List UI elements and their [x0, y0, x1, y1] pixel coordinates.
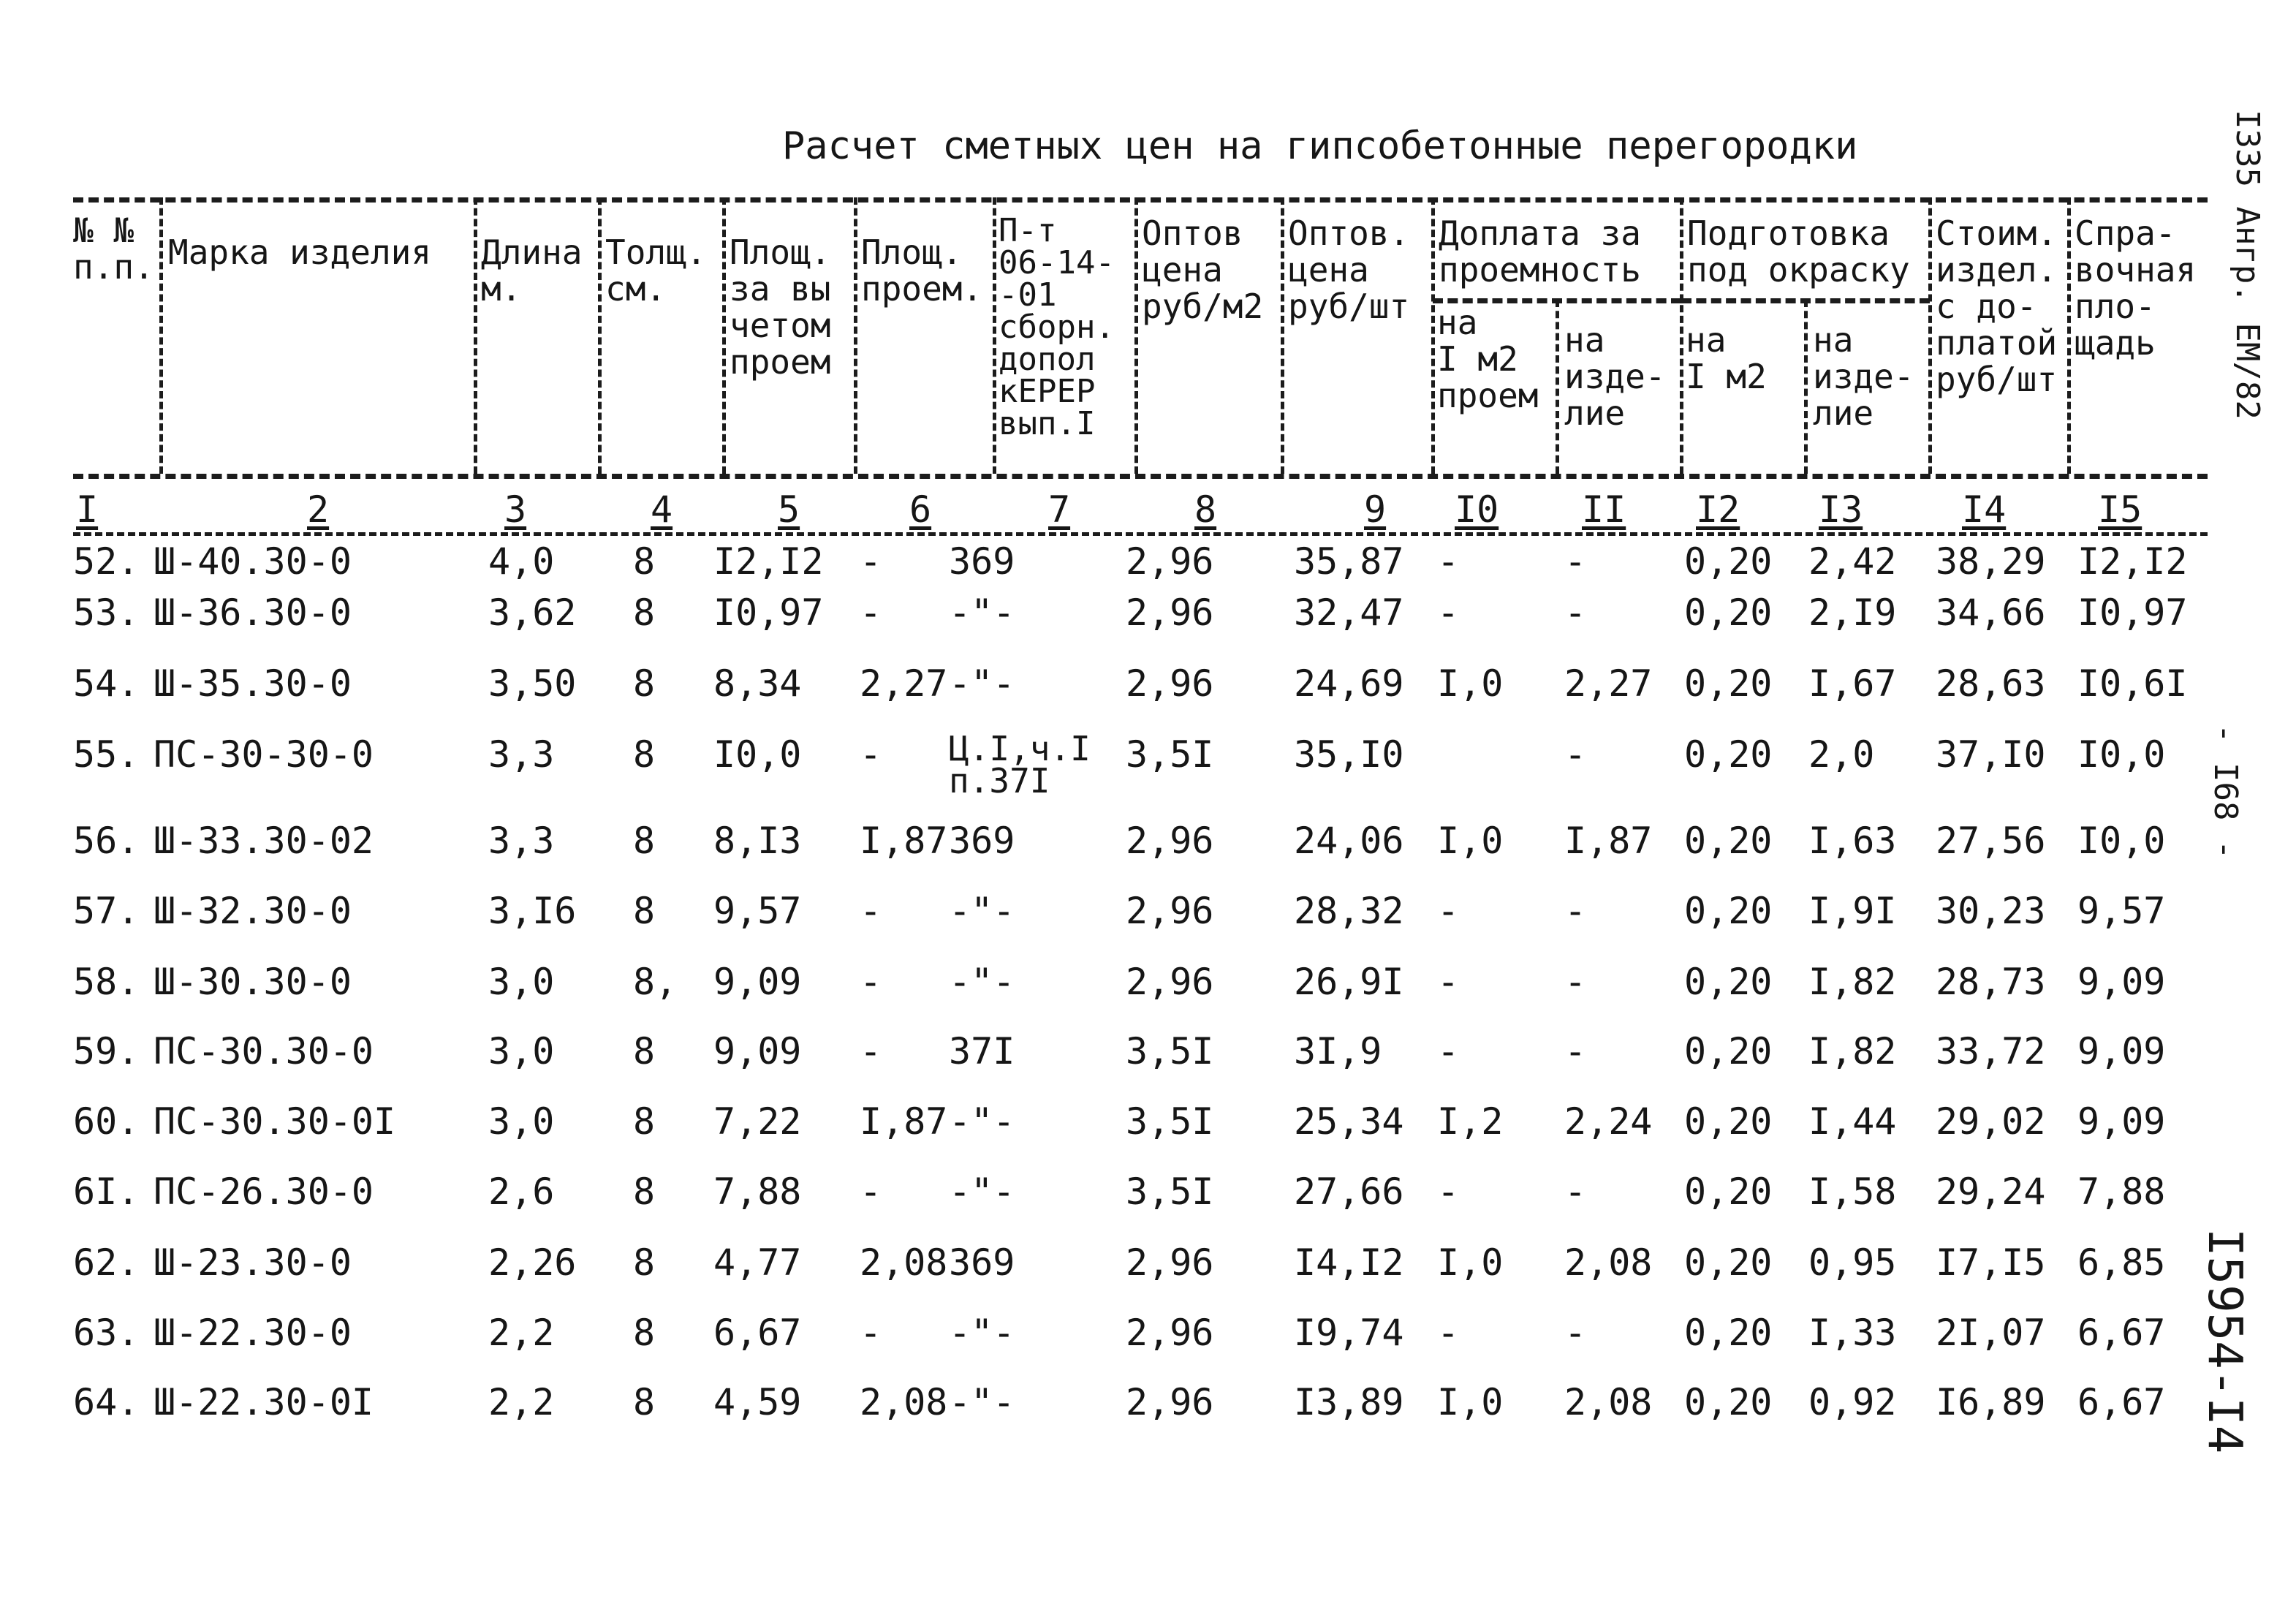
table-cell: I2,I2	[2077, 540, 2188, 583]
table-cell: Ш-32.30-0	[154, 890, 352, 932]
table-cell: 0,20	[1684, 733, 1773, 776]
table-cell: I,63	[1808, 820, 1897, 862]
table-cell: 3,5I	[1126, 1030, 1214, 1072]
table-cell: -"-	[949, 890, 1015, 932]
table-cell: 8	[633, 733, 656, 776]
table-cell: 8,	[633, 961, 678, 1003]
table-cell: 2,96	[1126, 1241, 1214, 1284]
column-number: II	[1582, 488, 1626, 531]
table-cell: 28,73	[1936, 961, 2046, 1003]
table-cell: 2,96	[1126, 1312, 1214, 1354]
table-cell: 0,20	[1684, 540, 1773, 583]
page-number: - I68 -	[2207, 724, 2244, 860]
table-cell: 0,20	[1684, 1312, 1773, 1354]
header-doplata-unit: на изде- лие	[1564, 320, 1666, 433]
table-cell: 8	[633, 1241, 656, 1284]
table-cell: 2,26	[488, 1241, 577, 1284]
table-cell: Ш-30.30-0	[154, 961, 352, 1003]
header-number: № № п.п.	[73, 211, 154, 287]
table-cell: 2,27	[860, 662, 948, 705]
table-cell: 9,09	[2077, 1030, 2166, 1072]
table-cell: 2,27	[1564, 662, 1653, 705]
table-cell: 30,23	[1936, 890, 2046, 932]
table-cell: 2,96	[1126, 1381, 1214, 1423]
table-cell: 9,09	[713, 961, 802, 1003]
table-cell: -"-	[949, 662, 1015, 705]
table-cell: 2,0	[1808, 733, 1875, 776]
table-cell: 4,0	[488, 540, 555, 583]
table-row	[0, 819, 2296, 870]
table-row	[0, 591, 2296, 642]
table-cell: ПС-30-30-0	[154, 733, 374, 776]
table-cell: Ш-33.30-02	[154, 820, 374, 862]
table-cell: 59.	[73, 1030, 140, 1072]
table-cell: 369	[949, 540, 1015, 583]
table-cell: 29,02	[1936, 1100, 2046, 1143]
table-cell: 9,57	[713, 890, 802, 932]
col-divider	[1804, 300, 1808, 474]
table-cell: 24,69	[1294, 662, 1404, 705]
header-thickness: Толщ. см.	[605, 232, 707, 309]
table-cell: 3,5I	[1126, 1100, 1214, 1143]
column-numbers-rule	[73, 532, 2208, 536]
col-divider	[1134, 197, 1138, 474]
col-divider	[2067, 197, 2071, 474]
table-row	[0, 1241, 2296, 1292]
table-cell: -	[860, 890, 882, 932]
table-cell: 3,3	[488, 733, 555, 776]
table-cell: -	[860, 1312, 882, 1354]
table-cell: 0,20	[1684, 1100, 1773, 1143]
table-row	[0, 1100, 2296, 1151]
table-cell: 3,0	[488, 1030, 555, 1072]
table-cell: 8	[633, 662, 656, 705]
table-cell: 2,08	[1564, 1381, 1653, 1423]
table-cell: 29,24	[1936, 1170, 2046, 1213]
table-cell: I6,89	[1936, 1381, 2046, 1423]
table-cell: ПС-26.30-0	[154, 1170, 374, 1213]
table-cell: 8	[633, 820, 656, 862]
table-row	[0, 1311, 2296, 1362]
table-cell: -"-	[949, 961, 1015, 1003]
table-cell: 57.	[73, 890, 140, 932]
table-cell: I,82	[1808, 961, 1897, 1003]
table-cell: 2I,07	[1936, 1312, 2046, 1354]
table-cell: Ц.I,ч.I п.37I	[949, 729, 1091, 801]
table-cell: Ш-40.30-0	[154, 540, 352, 583]
table-cell: 3,I6	[488, 890, 577, 932]
col-divider	[1281, 197, 1284, 474]
column-number: 7	[1048, 488, 1071, 531]
table-cell: 56.	[73, 820, 140, 862]
table-cell: I,87	[860, 1100, 948, 1143]
table-cell: -"-	[949, 1312, 1015, 1354]
table-cell: -	[1437, 591, 1460, 634]
table-cell: 2,96	[1126, 662, 1214, 705]
table-cell: 64.	[73, 1381, 140, 1423]
header-top-rule	[73, 197, 2208, 203]
table-cell: -	[860, 1170, 882, 1213]
table-row	[0, 960, 2296, 1011]
table-cell: I,2	[1437, 1100, 1504, 1143]
table-cell: 37,I0	[1936, 733, 2046, 776]
table-cell: 8	[633, 1312, 656, 1354]
table-cell: I,67	[1808, 662, 1897, 705]
table-cell: 2,24	[1564, 1100, 1653, 1143]
table-cell: -	[1437, 1312, 1460, 1354]
table-cell: -"-	[949, 591, 1015, 634]
table-cell: 62.	[73, 1241, 140, 1284]
table-cell: 9,09	[2077, 1100, 2166, 1143]
table-cell: 54.	[73, 662, 140, 705]
table-cell: I,0	[1437, 820, 1504, 862]
table-row	[0, 889, 2296, 940]
table-cell: 8,I3	[713, 820, 802, 862]
table-cell: 3I,9	[1294, 1030, 1382, 1072]
table-cell: 0,92	[1808, 1381, 1897, 1423]
table-cell: 52.	[73, 540, 140, 583]
table-cell: -"-	[949, 1170, 1015, 1213]
header-wholesale-m2: Оптов цена руб/м2	[1142, 213, 1264, 326]
table-cell: -	[1437, 961, 1460, 1003]
table-cell: 3,62	[488, 591, 577, 634]
table-cell: 2,I9	[1808, 591, 1897, 634]
table-cell: -	[860, 733, 882, 776]
table-cell: 34,66	[1936, 591, 2046, 634]
table-cell: 2,08	[860, 1241, 948, 1284]
header-painting-m2: на I м2	[1686, 320, 1767, 396]
column-number: I4	[1962, 488, 2007, 531]
table-cell: 60.	[73, 1100, 140, 1143]
table-cell: 0,20	[1684, 662, 1773, 705]
table-cell: I,0	[1437, 1241, 1504, 1284]
table-cell: -	[860, 1030, 882, 1072]
column-number: 8	[1194, 488, 1217, 531]
table-cell: 6,67	[2077, 1381, 2166, 1423]
header-doplata: Доплата за проемность	[1439, 213, 1641, 290]
table-cell: 8	[633, 1381, 656, 1423]
table-cell: -	[860, 540, 882, 583]
table-cell: 35,I0	[1294, 733, 1404, 776]
table-cell: 8,34	[713, 662, 802, 705]
table-cell: ПС-30.30-0	[154, 1030, 374, 1072]
table-cell: -	[1564, 961, 1587, 1003]
col-divider	[1928, 197, 1932, 474]
table-cell: 369	[949, 820, 1015, 862]
col-divider	[1556, 300, 1559, 474]
table-cell: I,33	[1808, 1312, 1897, 1354]
table-cell: I7,I5	[1936, 1241, 2046, 1284]
table-cell: 2,2	[488, 1381, 555, 1423]
column-number: 6	[909, 488, 932, 531]
table-cell: I0,97	[713, 591, 824, 634]
table-cell: 8	[633, 890, 656, 932]
table-cell: -	[1437, 540, 1460, 583]
table-cell: 38,29	[1936, 540, 2046, 583]
table-cell: 58.	[73, 961, 140, 1003]
table-cell: ПС-30.30-0I	[154, 1100, 396, 1143]
column-number: I0	[1455, 488, 1499, 531]
table-cell: I9,74	[1294, 1312, 1404, 1354]
table-cell: 0,20	[1684, 1241, 1773, 1284]
table-cell: 8	[633, 1100, 656, 1143]
table-cell: 9,57	[2077, 890, 2166, 932]
table-cell: Ш-22.30-0I	[154, 1381, 374, 1423]
table-cell: I,87	[1564, 820, 1653, 862]
table-cell: 0,20	[1684, 1170, 1773, 1213]
table-cell: 6,67	[2077, 1312, 2166, 1354]
table-cell: 2,2	[488, 1312, 555, 1354]
table-cell: 32,47	[1294, 591, 1404, 634]
table-cell: 8	[633, 540, 656, 583]
col-divider	[1431, 197, 1435, 474]
table-cell: Ш-35.30-0	[154, 662, 352, 705]
column-number: I	[76, 488, 99, 531]
table-row	[0, 540, 2296, 591]
table-cell: 8	[633, 1170, 656, 1213]
column-number: I5	[2098, 488, 2142, 531]
table-cell: I0,0	[2077, 733, 2166, 776]
table-cell: -"-	[949, 1100, 1015, 1143]
table-row	[0, 1170, 2296, 1221]
table-cell: 6I.	[73, 1170, 140, 1213]
table-cell: -	[1564, 1170, 1587, 1213]
header-total-cost: Стоим. издел. с до- платой руб/шт	[1936, 213, 2058, 399]
margin-note-reference: I335 Ангр. ЕМ/82	[2229, 110, 2266, 420]
table-cell: 0,20	[1684, 890, 1773, 932]
table-cell: 8	[633, 1030, 656, 1072]
table-cell: 35,87	[1294, 540, 1404, 583]
table-cell: 3,0	[488, 1100, 555, 1143]
table-cell: 0,20	[1684, 1030, 1773, 1072]
table-cell: 3,50	[488, 662, 577, 705]
table-cell: 4,59	[713, 1381, 802, 1423]
table-cell: 2,08	[860, 1381, 948, 1423]
table-cell: 53.	[73, 591, 140, 634]
document-number: I5954-I4	[2197, 1228, 2251, 1454]
col-divider	[993, 197, 996, 474]
table-cell: 369	[949, 1241, 1015, 1284]
table-cell: 4,77	[713, 1241, 802, 1284]
table-cell: 8	[633, 591, 656, 634]
table-cell: I0,6I	[2077, 662, 2188, 705]
table-cell: -	[1564, 540, 1587, 583]
table-cell: 6,85	[2077, 1241, 2166, 1284]
column-number: 2	[307, 488, 330, 531]
table-cell: I,82	[1808, 1030, 1897, 1072]
column-number: 4	[651, 488, 673, 531]
column-number: 9	[1364, 488, 1387, 531]
column-number: I3	[1819, 488, 1863, 531]
column-number: 5	[778, 488, 800, 531]
table-cell: 2,96	[1126, 961, 1214, 1003]
table-cell: I,0	[1437, 662, 1504, 705]
table-cell: 27,66	[1294, 1170, 1404, 1213]
table-cell: -	[1564, 733, 1587, 776]
table-cell: 6,67	[713, 1312, 802, 1354]
page-title: Расчет сметных цен на гипсобетонные перегородки	[782, 124, 1858, 168]
table-cell: I2,I2	[713, 540, 824, 583]
table-cell: 0,20	[1684, 1381, 1773, 1423]
table-cell: 2,08	[1564, 1241, 1653, 1284]
col-divider	[159, 197, 163, 474]
table-cell: 9,09	[713, 1030, 802, 1072]
header-opening-area: Площ. проем.	[861, 232, 983, 309]
table-cell: 3,3	[488, 820, 555, 862]
table-cell: -	[1437, 1030, 1460, 1072]
table-cell: -	[1564, 1030, 1587, 1072]
table-cell: -	[1437, 890, 1460, 932]
col-divider	[1680, 197, 1683, 474]
table-cell: 63.	[73, 1312, 140, 1354]
table-cell: 28,63	[1936, 662, 2046, 705]
table-cell: I,0	[1437, 1381, 1504, 1423]
table-row	[0, 1029, 2296, 1081]
table-cell: 2,96	[1126, 540, 1214, 583]
table-cell: 7,88	[713, 1170, 802, 1213]
table-cell: 28,32	[1294, 890, 1404, 932]
table-cell: I,9I	[1808, 890, 1897, 932]
table-cell: I0,0	[2077, 820, 2166, 862]
header-area-net: Площ. за вы четом проем	[730, 232, 831, 382]
header-reference-area: Спра- вочная пло- щадь	[2075, 213, 2197, 363]
table-cell: -	[1564, 890, 1587, 932]
table-cell: 37I	[949, 1030, 1015, 1072]
table-cell: I,87	[860, 820, 948, 862]
table-cell: 0,20	[1684, 591, 1773, 634]
header-price-ref: П-т 06-14- -01 сборн. допол кЕРЕР вып.I	[999, 212, 1115, 442]
col-divider	[854, 197, 857, 474]
table-cell: 2,96	[1126, 820, 1214, 862]
table-cell: 55.	[73, 733, 140, 776]
table-cell: I,58	[1808, 1170, 1897, 1213]
table-cell: 0,95	[1808, 1241, 1897, 1284]
table-cell: -	[1564, 591, 1587, 634]
header-wholesale-unit: Оптов. цена руб/шт	[1288, 213, 1410, 326]
table-cell: I3,89	[1294, 1381, 1404, 1423]
table-cell: 7,22	[713, 1100, 802, 1143]
header-doplata-m2: на I м2 проем	[1437, 303, 1539, 415]
table-header	[73, 197, 2208, 483]
table-cell: I,44	[1808, 1100, 1897, 1143]
table-cell: 3,0	[488, 961, 555, 1003]
table-cell: 3,5I	[1126, 733, 1214, 776]
table-cell: -	[860, 961, 882, 1003]
column-number: I2	[1696, 488, 1740, 531]
table-cell: I0,0	[713, 733, 802, 776]
table-cell: -	[860, 591, 882, 634]
table-row	[0, 1380, 2296, 1431]
table-cell: 24,06	[1294, 820, 1404, 862]
table-cell: Ш-23.30-0	[154, 1241, 352, 1284]
table-cell: 7,88	[2077, 1170, 2166, 1213]
table-cell: 33,72	[1936, 1030, 2046, 1072]
header-bottom-rule	[73, 474, 2208, 479]
table-cell: 2,6	[488, 1170, 555, 1213]
header-painting-prep: Подготовка под окраску	[1687, 213, 1910, 290]
table-row	[0, 662, 2296, 713]
table-cell: -	[1564, 1312, 1587, 1354]
table-cell: Ш-22.30-0	[154, 1312, 352, 1354]
table-cell: 27,56	[1936, 820, 2046, 862]
header-length: Длина м.	[481, 232, 583, 309]
header-painting-unit: на изде- лие	[1813, 320, 1914, 433]
table-cell: 2,96	[1126, 591, 1214, 634]
table-cell: I4,I2	[1294, 1241, 1404, 1284]
table-cell: 0,20	[1684, 820, 1773, 862]
col-divider	[598, 197, 602, 474]
table-cell: I0,97	[2077, 591, 2188, 634]
table-cell: -"-	[949, 1381, 1015, 1423]
header-mark: Марка изделия	[168, 232, 432, 272]
table-cell: 9,09	[2077, 961, 2166, 1003]
column-number: 3	[504, 488, 527, 531]
table-cell: 3,5I	[1126, 1170, 1214, 1213]
table-cell: 26,9I	[1294, 961, 1404, 1003]
table-cell: -	[1437, 1170, 1460, 1213]
col-divider	[722, 197, 726, 474]
table-cell: Ш-36.30-0	[154, 591, 352, 634]
table-cell: 0,20	[1684, 961, 1773, 1003]
col-divider	[474, 197, 477, 474]
table-cell: 25,34	[1294, 1100, 1404, 1143]
table-cell: 2,96	[1126, 890, 1214, 932]
table-cell: 2,42	[1808, 540, 1897, 583]
